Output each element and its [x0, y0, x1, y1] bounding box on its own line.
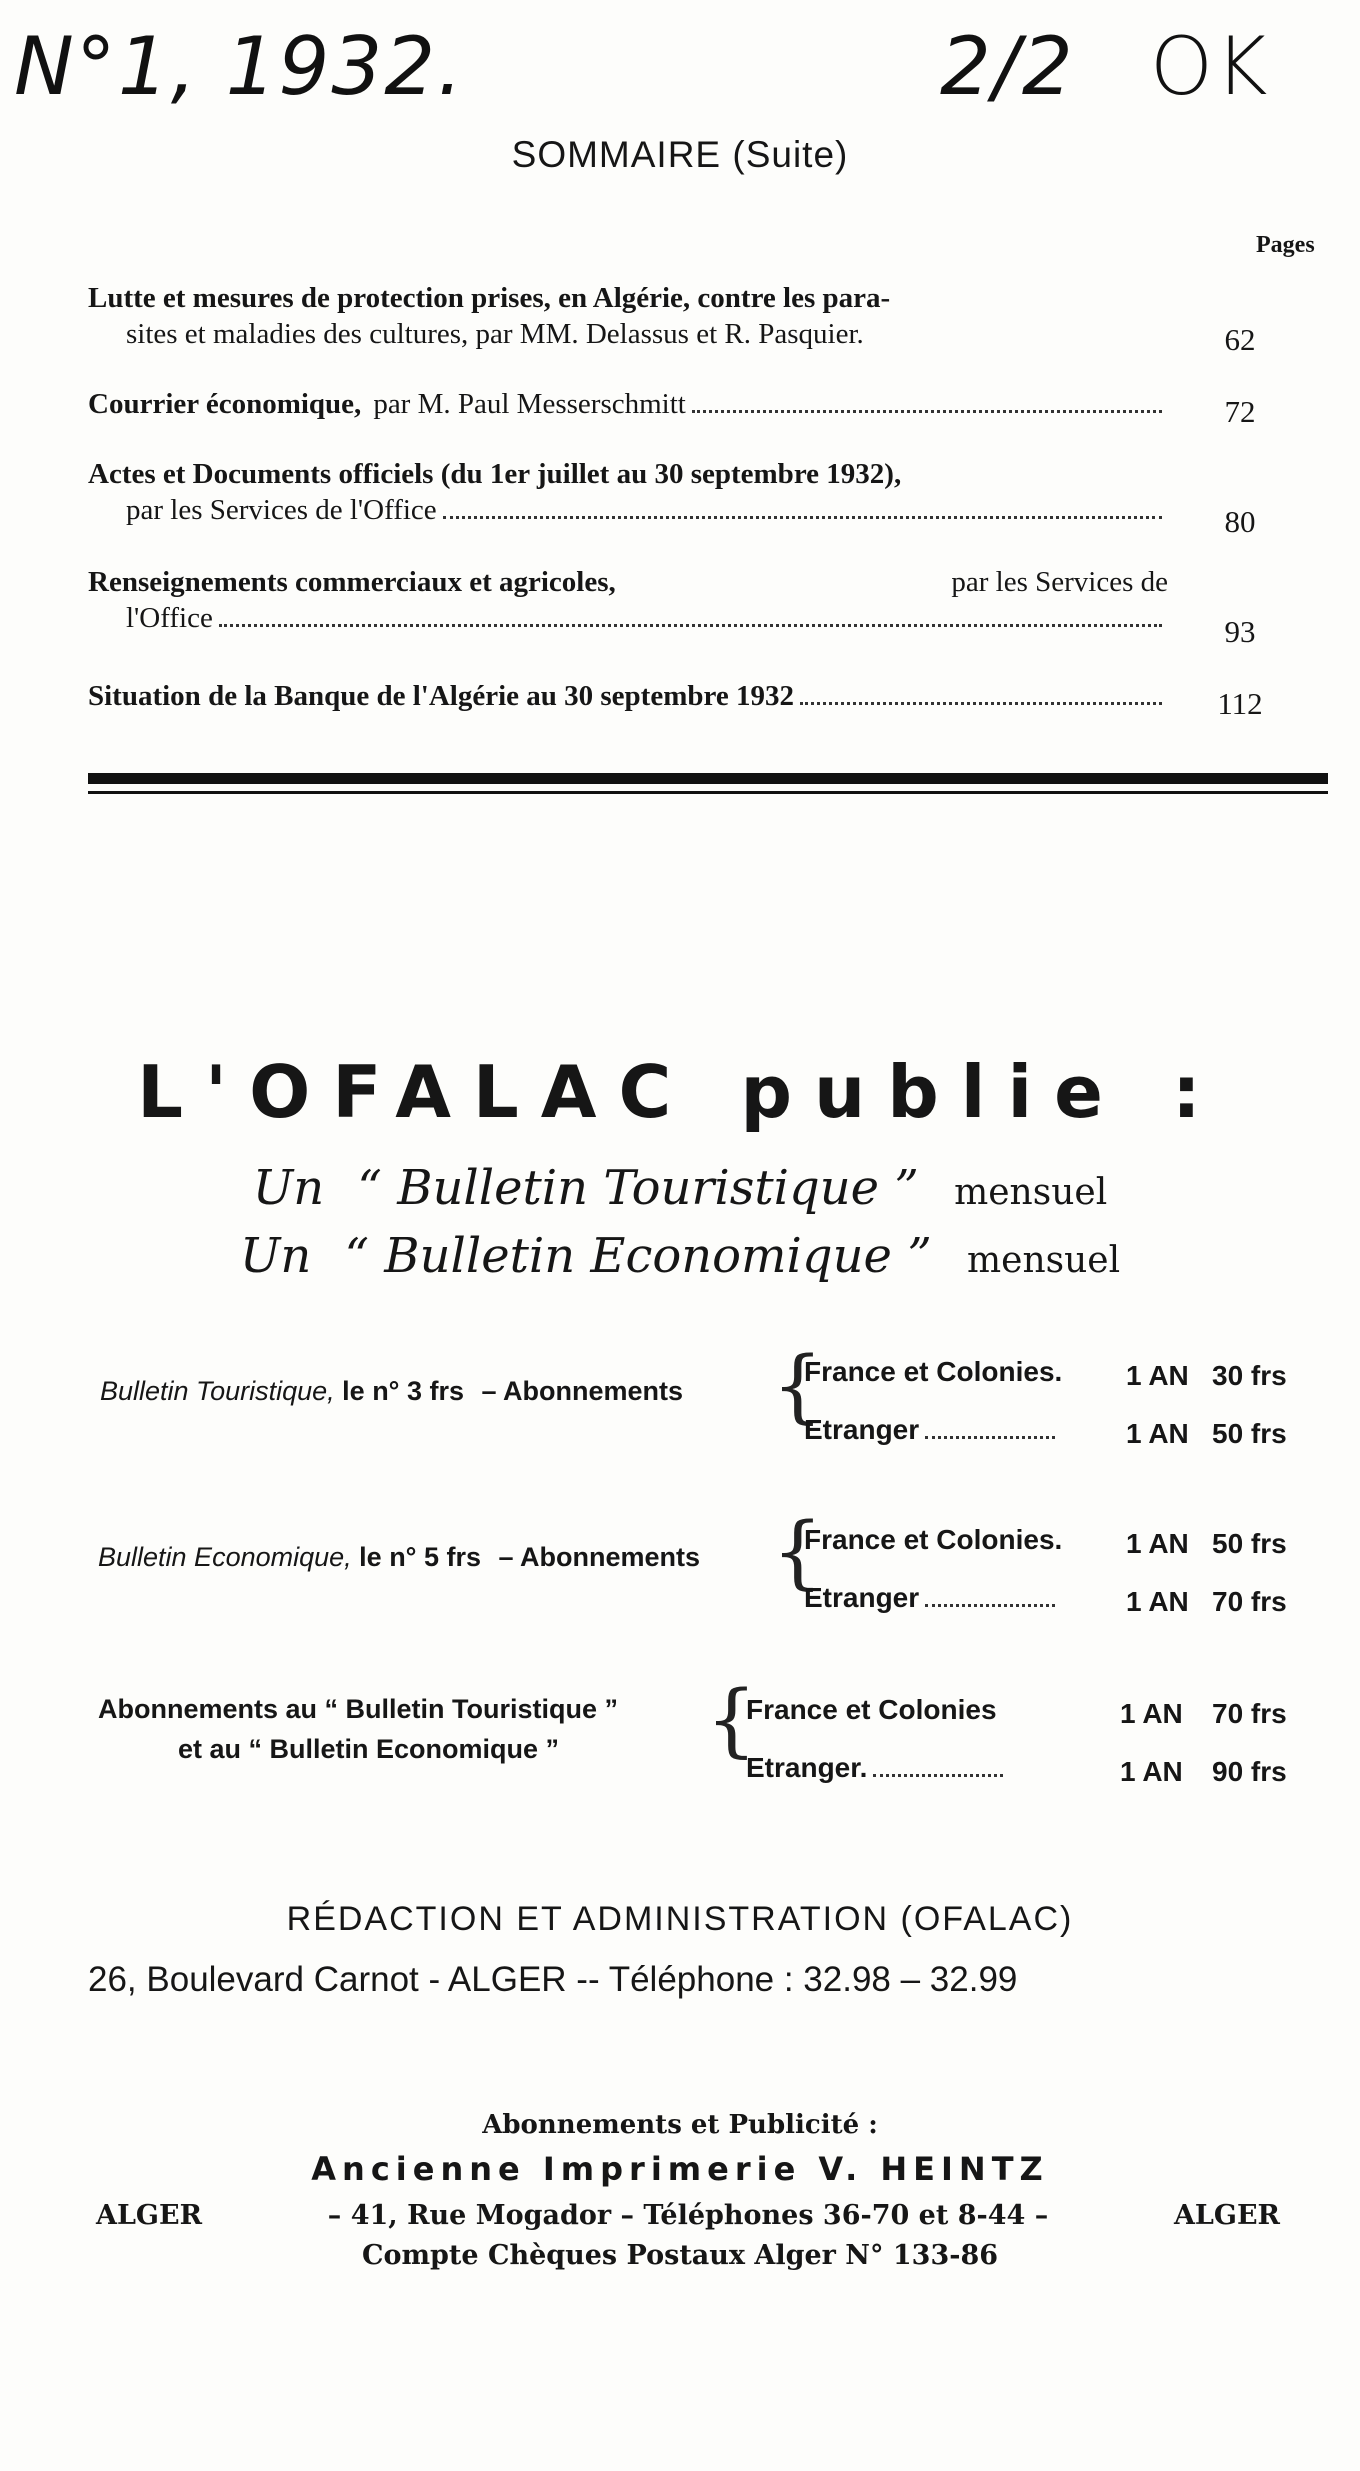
option-price: 50 frs: [1212, 1528, 1287, 1559]
option-price: 50 frs: [1212, 1418, 1287, 1449]
bulletin-frequency: mensuel: [954, 1172, 1108, 1213]
option-region: France et Colonies: [746, 1694, 997, 1725]
toc-entry-continuation: sites et maladies des cultures, par MM. Delassus et R. Pasquier.: [126, 318, 864, 350]
subscription-label: – Abonnements: [481, 1376, 684, 1406]
bulletin-prefix: Un: [252, 1160, 325, 1216]
bulletin-economique-line: [0, 1228, 1360, 1284]
toc-entry: [88, 386, 1168, 422]
city-left: ALGER: [96, 2200, 203, 2231]
leader-dots: [925, 1436, 1055, 1439]
toc-entry-author: par M. Paul Messerschmitt: [373, 388, 686, 420]
sommaire-title: SOMMAIRE (Suite): [511, 134, 849, 175]
administration-address: 26, Boulevard Carnot - ALGER -- Téléphone : 32.98 – 32.99: [88, 1960, 1018, 1999]
toc-entry-title: Lutte et mesures de protection prises, en Algérie, contre les para-: [88, 282, 891, 314]
bulletin-touristique-line: [0, 1160, 1360, 1216]
handwritten-part-note: 2/2: [940, 20, 1075, 113]
toc-page-number: 62: [1224, 322, 1256, 357]
bulletin-name: “ Bulletin Economique ”: [344, 1228, 932, 1284]
subscription-name: Bulletin Economique,: [98, 1542, 352, 1572]
postal-account: Compte Chèques Postaux Alger N° 133-86: [361, 2240, 999, 2271]
handwritten-issue-note: N°1, 1932.: [14, 20, 465, 113]
bulletin-prefix: Un: [239, 1228, 312, 1284]
option-price: 70 frs: [1212, 1698, 1287, 1729]
subscription-combined-line1: Abonnements au “ Bulletin Touristique ”: [98, 1694, 619, 1724]
administration-title: RÉDACTION ET ADMINISTRATION (OFALAC): [286, 1900, 1074, 1938]
option-row: [746, 1752, 1009, 1784]
subscription-combined-line2: et au “ Bulletin Economique ”: [178, 1734, 560, 1764]
issue-price: le n° 3 frs: [342, 1376, 465, 1406]
option-price: 90 frs: [1212, 1756, 1287, 1787]
option-region: Etranger.: [746, 1752, 868, 1783]
printer-name: Ancienne Imprimerie V. HEINTZ: [311, 2150, 1049, 2188]
toc-page-number: 112: [1217, 686, 1263, 721]
subscription-name: Bulletin Touristique,: [100, 1376, 335, 1406]
toc-entry: [88, 456, 1168, 528]
option-term: 1 AN: [1120, 1756, 1183, 1787]
ofalac-heading: L'OFALAC publie :: [137, 1050, 1223, 1134]
option-price: 70 frs: [1212, 1586, 1287, 1617]
bulletin-name: “ Bulletin Touristique ”: [357, 1160, 919, 1216]
issue-price: le n° 5 frs: [359, 1542, 482, 1572]
separator-thin-rule: [88, 791, 1328, 794]
city-right: ALGER: [1173, 2200, 1280, 2231]
option-term: 1 AN: [1126, 1528, 1189, 1559]
option-term: 1 AN: [1126, 1360, 1189, 1391]
leader-dots: [800, 702, 1162, 705]
toc-entry: [88, 678, 1168, 714]
option-row: [804, 1582, 1061, 1614]
option-row: [804, 1414, 1061, 1446]
leader-dots: [873, 1774, 1003, 1777]
toc-entry: [88, 564, 1168, 636]
option-region: France et Colonies.: [804, 1524, 1063, 1555]
separator-thick-rule: [88, 773, 1328, 784]
toc-entry-continuation: l'Office: [126, 602, 213, 634]
toc-page-number: 80: [1224, 504, 1256, 539]
leader-dots: [443, 516, 1162, 519]
toc-page-number: 93: [1224, 614, 1256, 649]
brace-glyph: {: [706, 1673, 757, 1766]
toc-page-number: 72: [1224, 394, 1256, 429]
toc-entry-continuation: par les Services de l'Office: [126, 494, 437, 526]
option-term: 1 AN: [1120, 1698, 1183, 1729]
toc-entry: [88, 280, 1168, 352]
leader-dots: [219, 624, 1162, 627]
option-term: 1 AN: [1126, 1418, 1189, 1449]
toc-entry-title: Renseignements commerciaux et agricoles,: [88, 566, 616, 598]
brace-glyph: {: [772, 1339, 823, 1432]
subscription-touristique: [100, 1376, 683, 1407]
street-address: – 41, Rue Mogador – Téléphones 36-70 et 8-44 –: [327, 2200, 1049, 2231]
subscription-label: – Abonnements: [498, 1542, 701, 1572]
handwritten-ok-note: OK: [1150, 20, 1270, 113]
toc-entry-title: Courrier économique,: [88, 388, 362, 420]
pages-column-header: Pages: [1256, 232, 1315, 258]
subscription-economique: [98, 1542, 700, 1573]
printer-address-line: [96, 2200, 1280, 2231]
option-price: 30 frs: [1212, 1360, 1287, 1391]
publicite-heading: Abonnements et Publicité :: [482, 2110, 878, 2140]
leader-dots: [692, 410, 1162, 413]
toc-entry-title: Situation de la Banque de l'Algérie au 30 septembre 1932: [88, 680, 794, 712]
option-term: 1 AN: [1126, 1586, 1189, 1617]
option-region: France et Colonies.: [804, 1356, 1063, 1387]
toc-entry-author: par les Services de: [951, 566, 1168, 598]
option-region: Etranger: [804, 1582, 920, 1613]
toc-entry-title: Actes et Documents officiels (du 1er juillet au 30 septembre 1932),: [88, 458, 902, 490]
leader-dots: [925, 1604, 1055, 1607]
bulletin-frequency: mensuel: [967, 1240, 1121, 1281]
option-region: Etranger: [804, 1414, 920, 1445]
brace-glyph: {: [772, 1505, 823, 1598]
